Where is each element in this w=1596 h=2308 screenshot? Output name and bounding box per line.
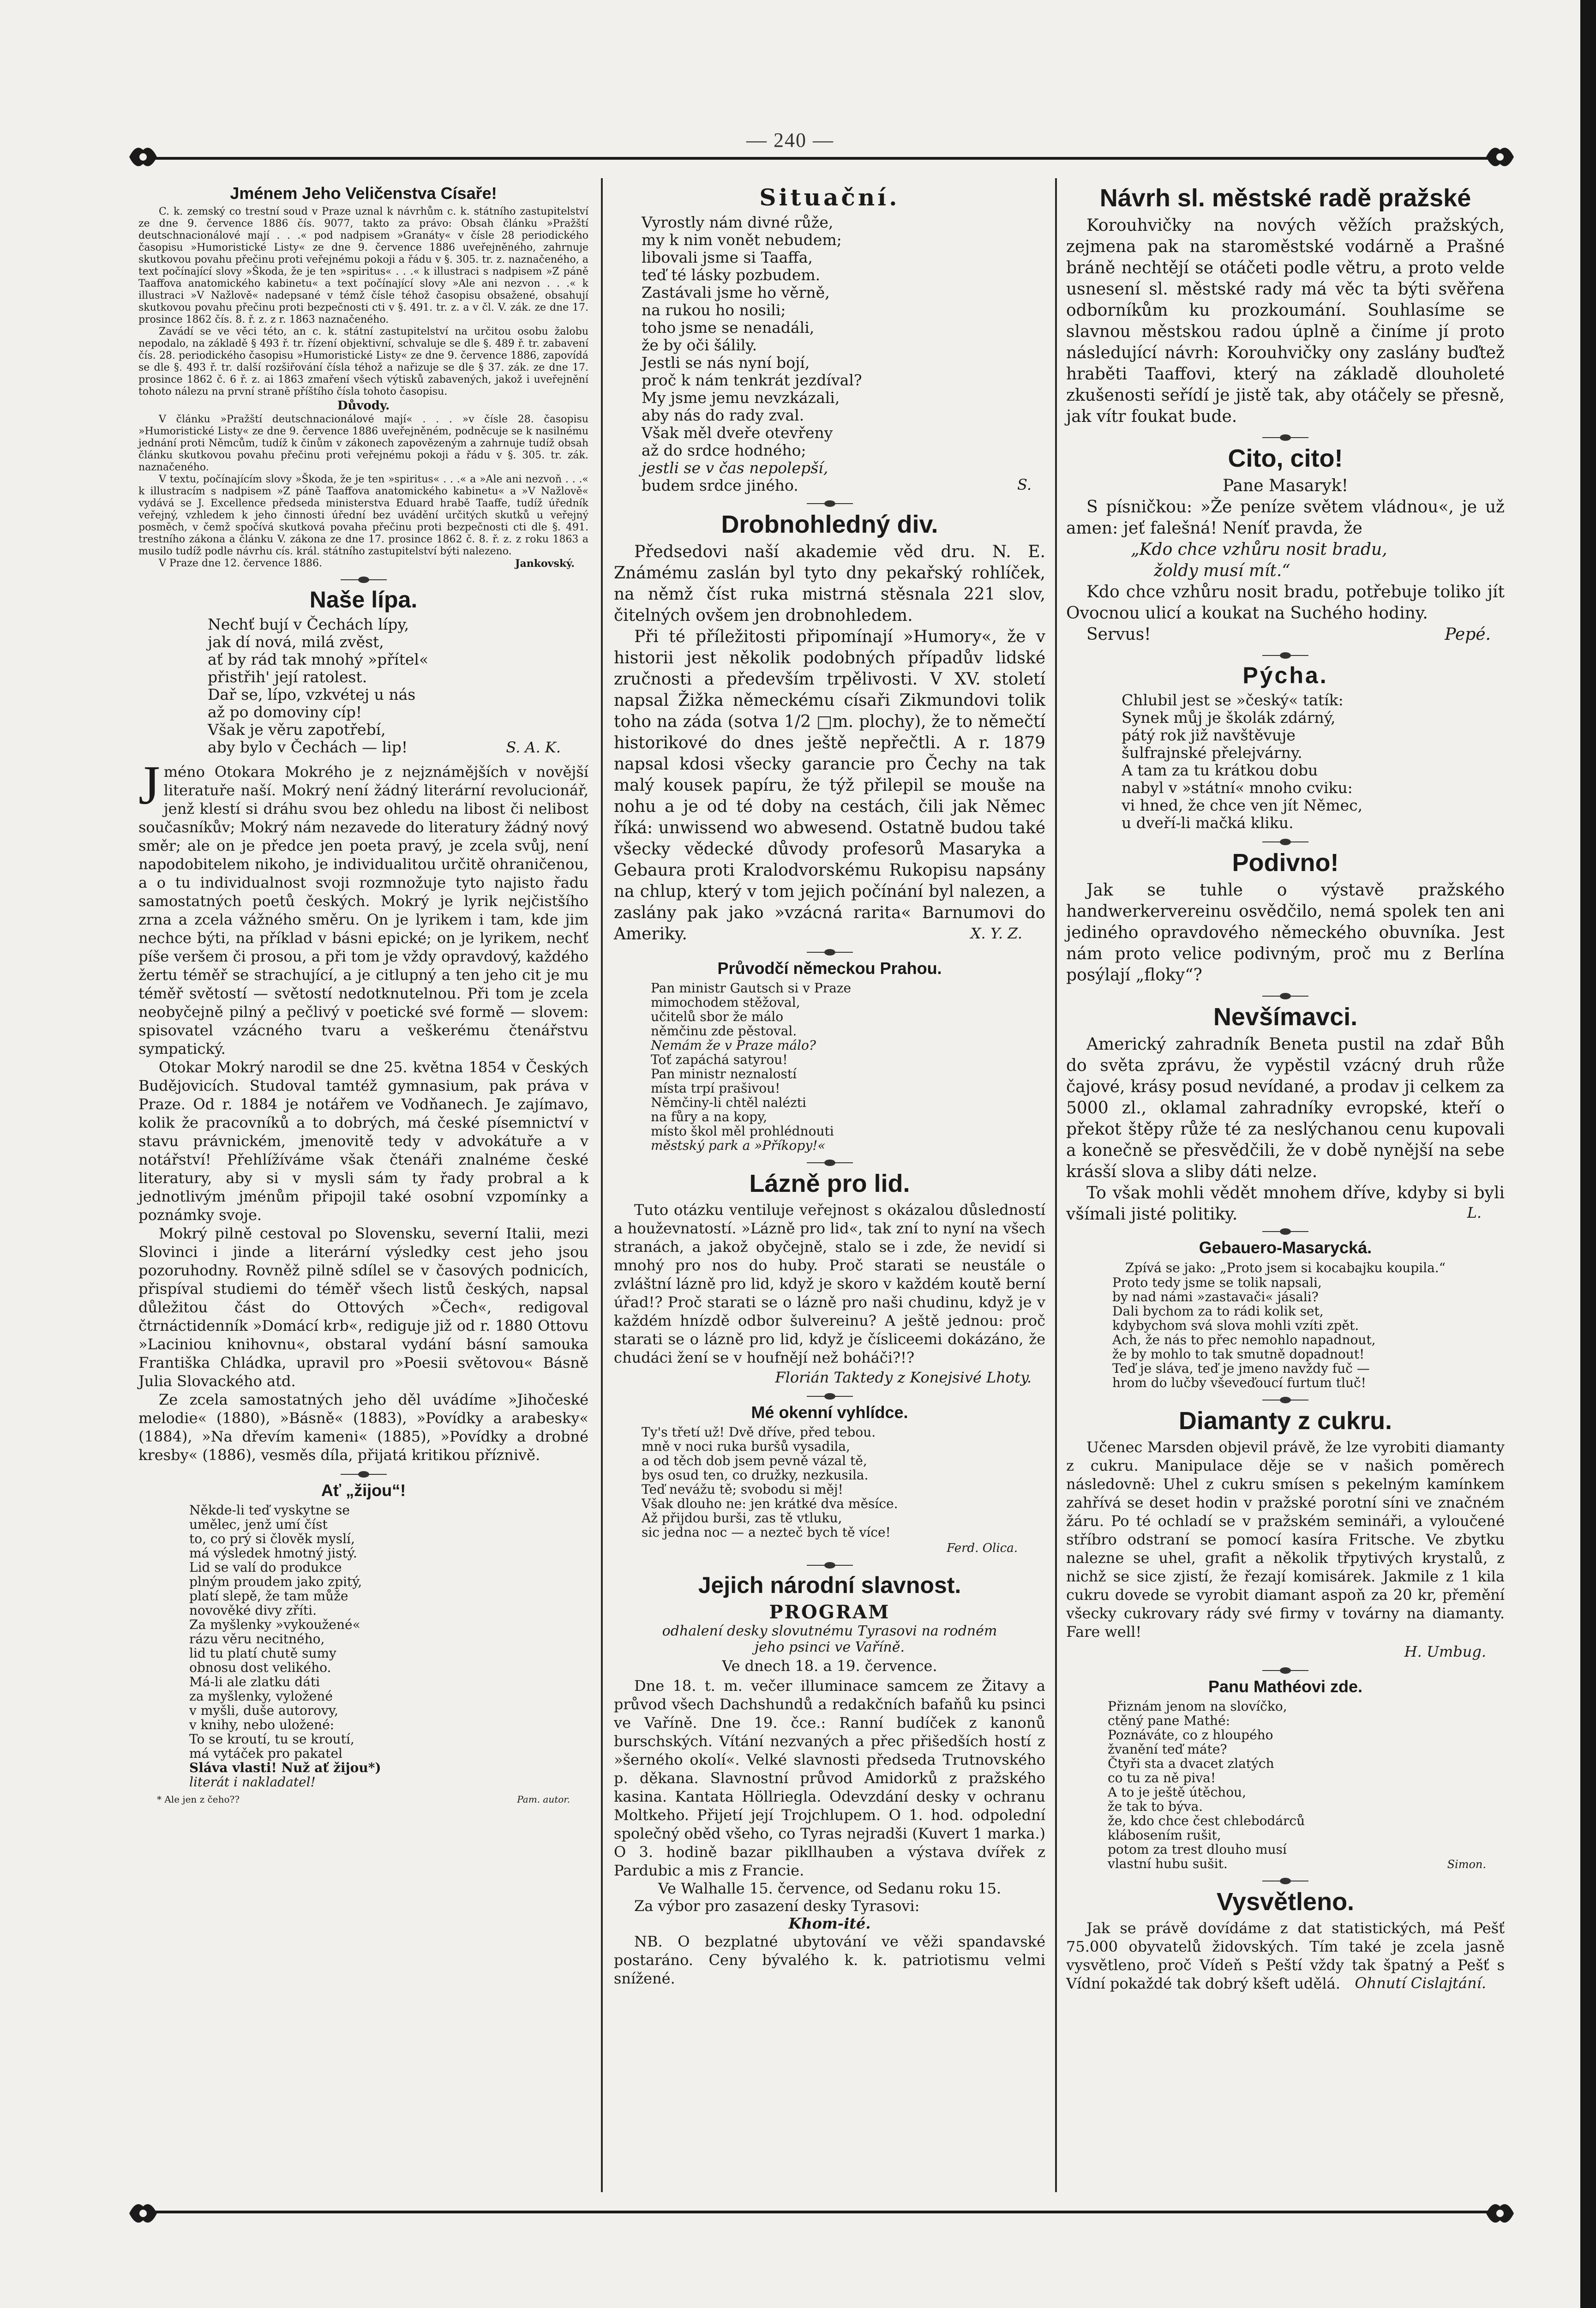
poem-line: Teď je sláva, teď je jmeno navždy fuč — xyxy=(1112,1361,1370,1376)
article-title: Lázně pro lid. xyxy=(749,1170,910,1197)
poem-line: Sláva vlasti! Nuž ať žijou*) xyxy=(189,1760,381,1775)
poem-line: lid tu platí chutě sumy xyxy=(189,1646,336,1661)
poem-line: by nad námi »zastavači« jásali? xyxy=(1112,1289,1319,1304)
poem-line: Má-li ale zlatku dáti xyxy=(189,1674,320,1689)
tune-note: Zpívá se jako: „Proto jsem si kocabajku koupila.“ xyxy=(1125,1260,1446,1275)
poem-line: A tam za tu krátkou dobu xyxy=(1122,761,1318,779)
poem-line: libovali jsme si Taaffa, xyxy=(642,248,813,266)
program-place: Ve Walhalle 15. července, od Sedanu roku 15. xyxy=(658,1880,1002,1897)
poem-line: za myšlenky, vyložené xyxy=(189,1689,333,1704)
poem-line: sic jedna noc — a nezteč bych tě více! xyxy=(642,1525,891,1540)
poem-line: co tu za ně piva! xyxy=(1108,1770,1216,1785)
poem-line: má výsledek hmotný jistý. xyxy=(189,1545,357,1561)
article-title: Pýcha. xyxy=(1242,662,1328,688)
article-title: Jménem Jeho Veličenstva Císaře! xyxy=(230,184,497,203)
poem-line: Dař se, lípo, vzkvétej u nás xyxy=(208,685,416,703)
poem-line: obnosu dost velikého. xyxy=(189,1660,331,1675)
poem-line: proč k nám tenkrát jezdíval? xyxy=(642,371,862,389)
poem-line: Pan ministr Gautsch si v Praze xyxy=(651,980,852,996)
poem-line: učitelů sbor že málo xyxy=(651,1009,784,1024)
salutation: Pane Masaryk! xyxy=(1222,476,1349,495)
closing-row xyxy=(1066,624,1505,645)
poem-line: žvanění teď máte? xyxy=(1108,1742,1227,1757)
poem-line: Ty's třetí už! Dvě dříve, před tebou. xyxy=(642,1424,876,1440)
article-title: Nevšímavci. xyxy=(1213,1003,1358,1031)
section-subheading: Důvody. xyxy=(337,399,390,413)
poem-line: potom za trest dlouho musí xyxy=(1108,1842,1287,1857)
article-mokry xyxy=(138,754,588,1058)
poem-line: my k nim vonět nebudem; xyxy=(642,231,842,249)
signature: S. A. K. xyxy=(506,739,561,756)
poem-line: ctěný pane Mathé: xyxy=(1108,1713,1230,1728)
poem xyxy=(208,616,588,756)
poem xyxy=(189,1503,588,1789)
poem-line: vlastní hubu sušit. xyxy=(1108,1856,1228,1871)
article-paragraph: Mokrý pilně cestoval po Slovensku, severní Italii, mezi Slovinci i jinde a literární výsledky cest jeho jsou pozoruhodny. Rovněž pilně sdílel se v časových podnicích, přispíval studiemi do téměř všech listů českých, napsal důležitou část do Ottových »Čech«, redigoval čtrnáctidenník »Domácí krb«, rediguje již od r. 1880 Ottovu »Laciniou knihovnu«, obstaral vydání básní samouka Františka Chládka, upravil pro »Poesii světovou« Básně Julia Slovackého atd. xyxy=(138,1225,588,1390)
footnote: * Ale jen z čeho?? xyxy=(157,1794,240,1805)
poem-line: Nechť bují v Čechách lípy, xyxy=(208,615,409,633)
poem-line: nabyl v »státní« mnoho cviku: xyxy=(1122,779,1353,797)
poem-line: budem srdce jiného. xyxy=(642,476,798,494)
poem-line: Synek můj je školák zdárný, xyxy=(1122,709,1336,727)
separator xyxy=(807,949,853,956)
poem-line: Proto tedy jsme se tolik napsali, xyxy=(1112,1275,1322,1290)
poem-line: místa trpí prašivou! xyxy=(651,1081,780,1096)
poem-line: bys osud ten, co družky, nezkusila. xyxy=(642,1467,869,1483)
closing: Servus! xyxy=(1086,625,1151,644)
poem-line: Někde-li teď vyskytne se xyxy=(189,1503,350,1518)
signature: H. Umbug. xyxy=(1404,1643,1486,1660)
poem-line: Za myšlenky »vykoužené« xyxy=(189,1617,360,1632)
poem xyxy=(1122,691,1505,832)
poem-line: že, kdo chce čest chlebodárců xyxy=(1108,1813,1305,1828)
article-paragraph: Jak se právě dovídáme z dat statistických, má Pešť 75.000 obyvatelů židovských. Tím také je zcela jasně vysvětleno, proč Vídeň s Peští vždy tak špatný a Pešť s Vídní pokaždé tak dobrý kšeft udělá. xyxy=(1066,1919,1505,1992)
article-title: Mé okenní vyhlídce. xyxy=(751,1403,908,1422)
poem-line: Přiznám jenom na slovíčko, xyxy=(1108,1699,1287,1714)
poem-line: literát i nakladatel! xyxy=(189,1774,316,1790)
program-subheading: odhalení desky slovutnému Tyrasovi na rodném jeho psinci ve Vaříně. xyxy=(662,1623,997,1655)
article-paragraph: Tuto otázku ventiluje veřejnost s okázalou důsledností a houževnatostí. »Lázně pro lid«, tak zní to nyní na všech stranách, a jakož obyčejně, stalo se i zde, že nevidí si mnohý pro nos do huby. Proč starati se neustále o zvláštní lázně pro lid, když je skoro v každém koutě berní úřad!? Proč starati se o lázně pro naši chudinu, když je v každém hnízdě odbor šulvereinu? A ještě jednou: proč starati se o lázně pro lid, když je čísliceemi dokázáno, že chudáci žení se v houfnějí než boháči?!? xyxy=(614,1201,1045,1366)
poem-line: mně v noci ruka buršů vysadila, xyxy=(642,1439,850,1454)
poem-line: novověké divy zříti. xyxy=(189,1603,317,1618)
poem-line: plným proudem jako zpitý, xyxy=(189,1574,362,1589)
poem-line: Však dlouho ne: jen krátké dva měsíce. xyxy=(642,1496,898,1511)
signature: Ohnutí Cislajtání. xyxy=(1355,1974,1486,1992)
column-right xyxy=(1066,182,1505,1992)
poem-line: Lid se valí do produkce xyxy=(189,1560,342,1575)
separator xyxy=(807,1393,853,1400)
poem-line: až do srdce hodného; xyxy=(642,441,806,459)
poem-line: šulfrajnské přelejvárny. xyxy=(1122,744,1302,762)
signature: Jankovský. xyxy=(515,558,575,570)
signature: Khom-ité. xyxy=(788,1915,871,1932)
article-paragraph: Jak se tuhle o výstavě pražského handwerkervereinu osvědčilo, nemá spolek ten ani jediného opravdového německého obuvníka. Jest nám proto velice podivným, proč mu z Berlína posýlají „floky“? xyxy=(1066,881,1505,985)
article-paragraph: C. k. zemský co trestní soud v Praze uznal k návrhům c. k. státního zastupitelství ze dne 9. července 1886 čís. 9077, takto za právo: Obsah článku »Pražští deutschnacionálové mají . . .« pod nadpisem »Granáty« v čísle 28 periodického časopisu »Humoristické Listy« ze dne 9. července 1886 uveřejněného, zahrnuje skutkovou povahu přečinu proti veřejnému pokoji a řádu v §. 305. tr. z. naznačeného, a text počínající slovy »Škoda, že je ten »spiritus« . . .« k illustraci s nadpisem »Z páně Taaffova anatomického kabinetu« a text počínající slovy »Ale ani nezvon . . .« k illustraci »V Nažlově« nadepsané v témž čísle téhož časopisu obsažené, obsahují skutkovou povahu přečinu proti bezpečnosti cti v §. 491. tr. z. a v čl. V. zák. ze dne 17. prosince 1862 čís. 8. ř. z. z r. 1863 naznačeného. xyxy=(138,206,588,325)
poem-line: Zastávali jsme ho věrně, xyxy=(642,283,830,301)
footnote-row xyxy=(138,1794,588,1805)
separator xyxy=(807,1562,853,1569)
dateline: V Praze dne 12. července 1886. xyxy=(159,558,322,569)
corner-ornament-icon xyxy=(1482,138,1518,175)
poem-line: Jestli se nás nyní bojí, xyxy=(642,354,810,372)
poem-line: jestli se v čas nepolepší, xyxy=(642,459,828,477)
poem-line: aby bylo v Čechách — lip! xyxy=(208,738,408,756)
poem-line: rázu věru necitného, xyxy=(189,1631,325,1647)
poem-line: aby nás do rady zval. xyxy=(642,406,804,424)
article-paragraph: Otokar Mokrý narodil se dne 25. května 1854 v Českých Budějovicích. Studoval tamtéž gymnasium, pak práva v Praze. Od r. 1884 je notářem ve Vodňanech. Je zajímavo, kolik že pracovníků a to dobrých, má české písemnictví v stavu právnickém, jmenovitě tedy v advokátuře a v notářství! Přehlížíváme však čtenáři znalnéme české literatury, aby si v mysli sám ty řady probral a k jednotlivým jménům připojil také osobní vzpomínky a poznámky svoje. xyxy=(138,1058,588,1224)
program-committee: Za výbor pro zasazení desky Tyrasovi: xyxy=(634,1897,920,1915)
article-paragraph: Americký zahradník Beneta pustil na zdař Bůh do světa zprávu, že vypěstil vzácný druh růže čajové, krásy posud nevídané, a prodav ji celkem za 5000 zl., oklamal zahradníky evropské, kteří o překot štěpy růže té za neslýchanou cenu kupovali a konečně se přesvědčili, že v době nynější na sebe krásší slova a sliby dáti nelze. xyxy=(1066,1035,1505,1181)
poem-line: klábosením rušit, xyxy=(1108,1827,1221,1843)
article-paragraph: Kdo chce vzhůru nosit bradu, potřebuje toliko jít Ovocnou ulicí a koukat na Suchého hodiny. xyxy=(1066,583,1505,623)
poem-line: Však měl dveře otevřeny xyxy=(642,424,833,442)
article-paragraph: Dne 18. t. m. večer illuminace samcem ze Žitavy a průvod všech Dachshundů a redakčních bafaňů ku psinci ve Vaříně. Dne 19. čce.: Ranní budíček z kanonů burschských. Vítání nezvaných a přec přišedších hostí z »šerného okolí«. Velké slavnosti předseda Trutnovského p. děkana. Slavnostní průvod Amidorků z pražského kasina. Kantata Höllriegla. Odevzdání desky v ochranu Moltkeho. Přijetí její Trojchlupem. O 1. hod. odpolední společný oběd všeho, co Tyras nejradši (Kuvert 1 marka.) O 3. hodině bazar pikllhauben a výstava dvířek z Pardubic a mis z Francie. xyxy=(614,1677,1045,1879)
quote-line: „Kdo chce vzhůru nosit bradu, xyxy=(1131,540,1387,559)
column-left xyxy=(138,182,588,1805)
separator xyxy=(1262,1667,1308,1674)
article-title: Situační. xyxy=(759,184,900,211)
article-paragraph: Korouhvičky na nových věžích pražských, zejmena pak na staroměstské vodárně a Prašné bráně nechtějí se otáčeti podle větru, a proto velde usnesení sl. městské rady má věc ta býti svěřena odborníkům ku prozkoumání. Souhlasíme se slavnou městskou radou úplně a činíme jí proto následující návrh: Korouhvičky ony zaslány buďtež hraběti Taaffovi, který na základě dlouholeté zkušenosti seřídí je jistě tak, aby otáčely se přesně, jak vítr foukat bude. xyxy=(1066,216,1505,426)
footnote-credit: Pam. autor. xyxy=(517,1794,570,1805)
poem-line: A to je ještě útěchou, xyxy=(1108,1785,1246,1800)
article-paragraph: To však mohli vědět mnohem dříve, kdyby si byli všímali jisté politiky. xyxy=(1066,1184,1505,1224)
article-paragraph: Zavádí se ve věci této, an c. k. státní zastupitelství na určitou osobu žalobu nepodalo, na základě § 493 ř. tr. řízení objektivní, schvaluje se dle §. 489 ř. tr. zabavení čís. 28. periodického časopisu »Humoristické Listy« ze dne 9. července 1886, zapovídá se dle §. 493 ř. tr. další rozšiřování čísla téhož a nařizuje se dle § 37. zák. ze dne 17. prosince 1862 č. 6 ř. z. ai 1863 zmaření všech výtisků zabavených, jakož i uveřejnění tohoto nálezu na první straně příštího čísla tohoto časopisu. xyxy=(138,326,588,397)
signature: Simon. xyxy=(1447,1858,1486,1871)
program-dates: Ve dnech 18. a 19. července. xyxy=(722,1657,937,1675)
article-paragraph: NB. O bezplatné ubytování ve věži spandavské postaráno. Ceny bývalého k. k. patriotismu velmi snížené. xyxy=(614,1933,1045,1987)
column-divider xyxy=(1055,178,1057,2192)
signature: Florián Taktedy z Konejsivé Lhoty. xyxy=(775,1369,1032,1386)
page-frame xyxy=(138,157,1505,2213)
poem-line: pátý rok již navštěvuje xyxy=(1122,726,1296,744)
poem-line: místo škol měl prohlédnouti xyxy=(651,1124,834,1139)
separator xyxy=(1262,652,1308,659)
poem-line: Němčiny-li chtěl nalézti xyxy=(651,1095,806,1110)
separator xyxy=(1262,434,1308,441)
poem-line: umělec, jenž umí číst xyxy=(189,1517,328,1532)
article-title: Průvodčí německou Prahou. xyxy=(717,959,942,978)
poem-line: teď té lásky pozbudem. xyxy=(642,266,821,284)
article-title: Gebauero-Masarycká. xyxy=(1199,1238,1372,1257)
poem-line: u dveří-li mačká kliku. xyxy=(1122,814,1294,832)
poem-line: Vyrostly nám divné růže, xyxy=(642,213,834,231)
article-paragraph: V článku »Pražští deutschnacionálové mají« . . . »v čísle 28. časopisu »Humoristické Listy« ze dne 9. července 1886 uveřejněném, podněcuje se k nasilnému jednání proti Němcům, tudíž k činům v zákonech zapovězeným a zahrnuje tudíž obsah článku skutkovou povahu přečinu proti veřejnému pokoji a řádu v §. 305. tr. zák. naznačeného. xyxy=(138,414,588,473)
poem-line: až po domoviny cíp! xyxy=(208,703,362,721)
poem-line: Čtyři sta a dvacet zlatých xyxy=(1108,1756,1274,1771)
quote-line: žoldy musí mít.“ xyxy=(1154,561,1290,580)
poem-line: Dali bychom za to rádi kolik set, xyxy=(1112,1304,1324,1319)
poem-line: němčinu zde pěstoval. xyxy=(651,1023,797,1039)
poem-line: vi hned, že chce ven jít Němec, xyxy=(1122,796,1363,814)
article-paragraph: S písničkou: »Že peníze světem vládnou«, je už amen: jeť falešná! Neníť pravda, že xyxy=(1066,498,1505,538)
poem-line: že by oči šálily. xyxy=(642,336,757,354)
poem-line: To se kroutí, tu se kroutí, xyxy=(189,1731,354,1747)
separator xyxy=(1262,992,1308,1000)
poem-line: jak dí nová, milá zvěst, xyxy=(208,633,384,651)
poem-line: Však je věru zapotřebí, xyxy=(208,721,386,739)
poem-line: ať by rád tak mnohý »přítel« xyxy=(208,650,429,668)
poem-line: přistřih' její ratolest. xyxy=(208,668,367,686)
poem-line: My jsme jemu nevzkázali, xyxy=(642,389,840,407)
poem-line: Až přijdou burši, zas tě vtluku, xyxy=(642,1510,842,1526)
poem-line: platí slepě, že tam může xyxy=(189,1588,348,1604)
corner-ornament-icon xyxy=(1482,2195,1518,2232)
poem xyxy=(642,214,1045,494)
corner-ornament-icon xyxy=(125,2195,162,2232)
poem xyxy=(651,981,1045,1153)
separator xyxy=(341,1471,387,1478)
article-title: Ať „žijou“! xyxy=(321,1481,406,1500)
poem-line: má vytáček pro pakatel xyxy=(189,1746,342,1761)
article-title: Vysvětleno. xyxy=(1216,1888,1355,1916)
dateline-row xyxy=(138,558,588,570)
poem-line: že tak to býva. xyxy=(1108,1799,1203,1814)
program-heading: PROGRAM xyxy=(769,1601,890,1623)
poem-line: na rukou ho nosili; xyxy=(642,301,786,319)
signature: Ferd. Olica. xyxy=(947,1541,1018,1555)
article-paragraph: Učenec Marsden objevil právě, že lze vyrobiti diamanty z cukru. Manipulace děje se v našich poměrech následovně: Uhel z cukru smísen s pekelným kamínkem zahřívá se deset hodin v pražské porotní síni ve značném žáru. Po té ochladí se v pražském semináři, a vyloučené stříbro odstraní se pomocí kasíra Fritsche. Ve zbytku nalezne se uhel, grafit a několik třpytivých krystalů, z nichž se sice zjistí, že řezají komisárek. Jakmile z 1 kila cukru dovede se vyrobit diamant aspoň za 20 kr, přemění všecky cukrovary rády své firmy v továrny na diamanty. Fare well! xyxy=(1066,1438,1505,1641)
article-paragraph: Ze zcela samostatných jeho děl uvádíme »Jihočeské melodie« (1880), »Básně« (1883), »Povídky a arabesky« (1884), »Na dřevím kameni« (1885), »Povídky a drobné kresby« (1886), vesměs díla, přijatá kritikou příznivě. xyxy=(138,1391,588,1464)
poem xyxy=(1112,1275,1505,1390)
page-number: — 240 — xyxy=(746,129,834,151)
article-paragraph: Při té příležitosti připomínají »Humory«, že v historii jest několik podobných případův lidské zručnosti a především trpělivosti. V XV. století napsal Žižka německému císaři Zikmundovi tolik toho na záda (sotva 1/2 □m. plochy), že to němečtí historikové do dnes ještě nepřečtli. A r. 1879 napsal kdosi všecky garancie pro Čechy na tak malý kousek papíru, že týž přilepil se mouše na nohu a je od té doby na cestách, čili jak Němec říká: unwissend wo abwesend. Ostatně budou také všecky vědecké důvody profesorů Masaryka a Gebaura proti Kralodvorskému Rukopisu napsány na chlup, který v tom jejich počínání byl nalezen, a zaslány pak jako »vzácná rarita« Barnumovi do Ameriky. xyxy=(614,627,1045,944)
article-title: Cito, cito! xyxy=(1228,445,1343,472)
poem-line: mimochodem stěžoval, xyxy=(651,995,800,1010)
signature: X. Y. Z. xyxy=(970,925,1022,942)
separator xyxy=(1262,1396,1308,1404)
poem-line: v knihy, nebo uložené: xyxy=(189,1717,335,1732)
article-title: Naše lípa. xyxy=(309,587,418,613)
article-title: Návrh sl. městské radě pražské xyxy=(1099,184,1471,212)
poem-line: Ach, že nás to přec nemohlo napadnout, xyxy=(1112,1332,1376,1347)
poem xyxy=(642,1425,1045,1539)
separator xyxy=(1262,1228,1308,1235)
poem-line: to, co prý si člověk myslí, xyxy=(189,1531,355,1546)
poem-line: a od těch dob jsem pevně vázal tě, xyxy=(642,1453,867,1468)
column-divider xyxy=(601,178,603,2192)
article-title: Podivno! xyxy=(1232,849,1339,877)
article-title: Drobnohledný div. xyxy=(721,511,938,538)
article-title: Panu Mathéovi zde. xyxy=(1208,1677,1363,1696)
poem-line: v myšli, duše autorovy, xyxy=(189,1703,338,1718)
poem-line: toho jsme se nenadáli, xyxy=(642,319,815,337)
separator xyxy=(1262,838,1308,846)
poem-line: že by mohlo to tak smutně dopadnout! xyxy=(1112,1346,1365,1362)
poem-line: Pan ministr neznalostí xyxy=(651,1066,797,1082)
separator xyxy=(1262,1877,1308,1885)
article-paragraph: méno Otokara Mokrého je z nejznámějších v novější literatuře naší. Mokrý není žádný literární revolucionář, jenž klestí si dráhu svou bez ohledu na libost či nelibost současníkův; Mokrý nám nezavede do literatury žádný nový směr; ale on je předce jen poeta pravý, je zcela svůj, není napodobitelem nikoho, je individualitou určitě ohraničenou, a o tu individualnost svoji rozmnožuje tyto najisto řadu samostatných poetů českých. Mokrý je lyrik nejčistšího zrna a zcela vážného směru. On je lyrikem i tam, kde jim nechce býti, na příklad v básni epické; on je lyrikem, nechť píše veršem či prosou, a při tom je vždy opravdový, každého žertu téměř se strachující, a je citlupný a ten jeho cit je mu téměř světostí — světostí nedotknutelnou. Při tom je zcela neobyčejně pilný a pečlivý v poetické své formě — slovem: spisovatel vzácného tvaru a veškerému čtenářstvu sympatický. xyxy=(138,763,588,1058)
poem-line: městský park a »Příkopy!« xyxy=(651,1138,826,1153)
poem xyxy=(1108,1699,1505,1871)
poem-line: na fůry a na kopy, xyxy=(651,1109,768,1124)
poem-line: hrom do lučby vševeďoucí furtum tluč! xyxy=(1112,1375,1366,1390)
signature: S. xyxy=(1017,476,1032,493)
poem-line: Chlubil jest se »český« tatík: xyxy=(1122,691,1344,709)
signature: L. xyxy=(1467,1204,1482,1221)
article-title: Diamanty z cukru. xyxy=(1178,1407,1392,1435)
corner-ornament-icon xyxy=(125,138,162,175)
signature: Pepé. xyxy=(1445,625,1491,644)
poem-line: kdybychom svá slova mohli vzíti zpět. xyxy=(1112,1318,1359,1333)
separator xyxy=(807,1159,853,1166)
column-middle xyxy=(614,182,1045,1988)
article-paragraph: V textu, počínajícím slovy »Škoda, že je ten »spiritus« . . .« a »Ale ani nezvoň . . .« k illustracím s nadpisem »Z páně Taaffova anatomického kabinetu« a »V Nažlově« vydává se J. Excellence předseda ministerstva Eduard hrabě Taaffe, tudíž úředník veřejný, vzhledem k jeho činnosti úřední bez uvádění určitých skutků u veřejný posměch, v čemž spočívá skutková povaha přečinu proti bezpečnosti cti dle §. 491. trestního zákona a článku V. zákona ze dne 17. prosince 1862 č. 8. ř. z. z roku 1863 a musilo tudíž podle návrhu cís. král. státního zastupitelství býti nalezeno. xyxy=(138,474,588,557)
poem-line: Nemám že v Praze málo? xyxy=(651,1038,816,1053)
drop-cap: J xyxy=(138,754,160,816)
article-title: Jejich národní slavnost. xyxy=(698,1572,961,1598)
separator xyxy=(341,576,387,583)
separator xyxy=(807,500,853,507)
poem-line: Teď nevážu tě; svobodu si měj! xyxy=(642,1482,843,1497)
poem-line: Poznáváte, co z hloupého xyxy=(1108,1727,1273,1743)
poem-line: Toť zapáchá satyrou! xyxy=(651,1052,788,1067)
article-paragraph: Předsedovi naší akademie věd dru. N. E. Známému zaslán byl tyto dny pekařský rohlíček, na němž číst ruka mistrná stěsnala 221 slov, čitelných ovšem jen drobnohledem. xyxy=(614,542,1045,625)
